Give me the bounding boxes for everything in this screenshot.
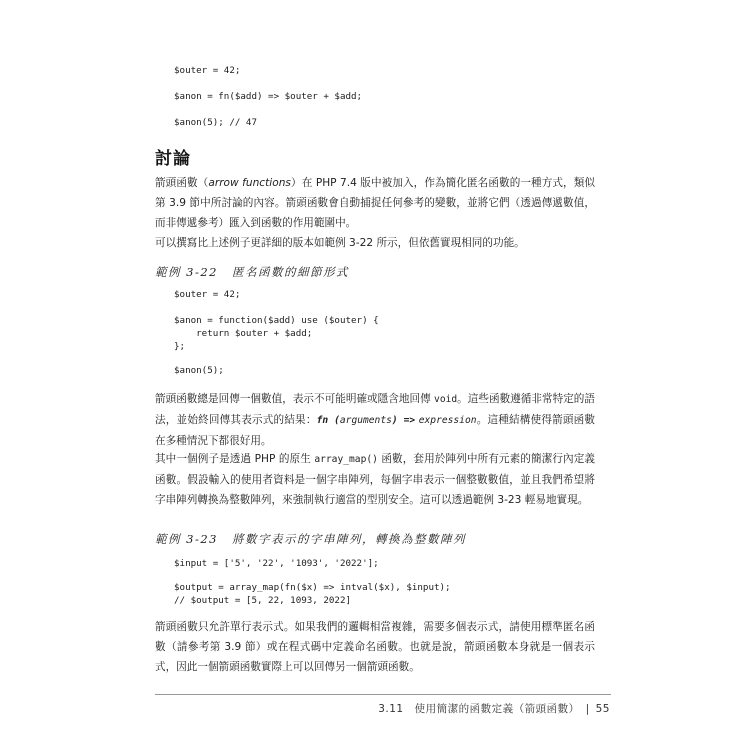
footer-section: 3.11 使用簡潔的函數定義（箭頭函數） (378, 703, 580, 715)
paragraph: 其中一個例子是透過 PHP 的原生 array_map() 函數，套用於陣列中所有元素的簡潔行內定義函數。假設輸入的使用者資料是一個字串陣列，每個字串表示一個整數數值，並且我們希望將字串陣列轉換為整數陣列，來強制執行適當的型別安全。這可以透過範例 3-23 輕易地實現。 (155, 453, 595, 506)
paragraph: 可以撰寫比上述例子更詳細的版本如範例 3-22 所示，但依舊實現相同的功能。 (155, 237, 525, 249)
inline-code: array_map() (314, 454, 378, 465)
page-footer (378, 701, 610, 716)
paragraph: 箭頭函數總是回傳一個數值，表示不可能明確或隱含地回傳 void。這些函數遵循非常特定的語法，並始終回傳其表示式的結果：fn (arguments) => expression。這種結構使得箭頭函數在多種情況下都很好用。 (155, 393, 596, 447)
footer-separator: | (585, 703, 590, 715)
code-line: $outer = 42; (174, 65, 241, 76)
example-number: 範例 3-22 (155, 265, 218, 279)
code-line: $anon(5); // 47 (174, 117, 257, 128)
code-line: $outer = 42; (174, 289, 241, 300)
inline-code: void (434, 394, 458, 405)
code-line: $input = ['5', '22', '1093', '2022']; (174, 558, 379, 569)
paragraph: 箭頭函數只允許單行表示式。如果我們的邏輯相當複雜，需要多個表示式，請使用標準匿名函數（請參考第 3.9 節）或在程式碼中定義命名函數。也就是說，箭頭函數本身就是一個表示式，因此一個箭頭函數實際上可以回傳另一個箭頭函數。 (155, 621, 595, 673)
inline-code: ) => (391, 415, 416, 426)
inline-code: expression (418, 415, 477, 426)
example-title (155, 264, 349, 280)
page-number: 55 (595, 703, 610, 715)
code-line: $anon = fn($add) => $outer + $add; (174, 91, 363, 102)
code-line: return $outer + $add; (174, 328, 313, 339)
code-line: $output = array_map(fn($x) => intval($x), $input); (174, 582, 451, 593)
section-heading: 討論 (155, 149, 191, 169)
example-number: 範例 3-23 (155, 532, 218, 546)
example-caption: 將數字表示的字串陣列，轉換為整數陣列 (232, 532, 466, 546)
code-line: $anon = function($add) use ($outer) { (174, 315, 379, 326)
paragraph: 箭頭函數（arrow functions）在 PHP 7.4 版中被加入，作為簡化匿名函數的一種方式，類似第 3.9 節中所討論的內容。箭頭函數會自動捕捉任何參考的變數，並將它們（透過傳遞數值，而非傳遞參考）匯入到函數的作用範圍中。 (155, 177, 595, 229)
code-line: }; (174, 341, 186, 352)
example-caption: 匿名函數的細節形式 (232, 265, 349, 279)
code-line: $anon(5); (174, 365, 224, 376)
inline-code: arguments (339, 415, 392, 426)
example-title (155, 531, 466, 547)
inline-code: fn ( (316, 415, 340, 426)
footer-divider (155, 694, 611, 695)
code-line: // $output = [5, 22, 1093, 2022] (174, 595, 352, 606)
term: arrow functions (208, 177, 291, 189)
